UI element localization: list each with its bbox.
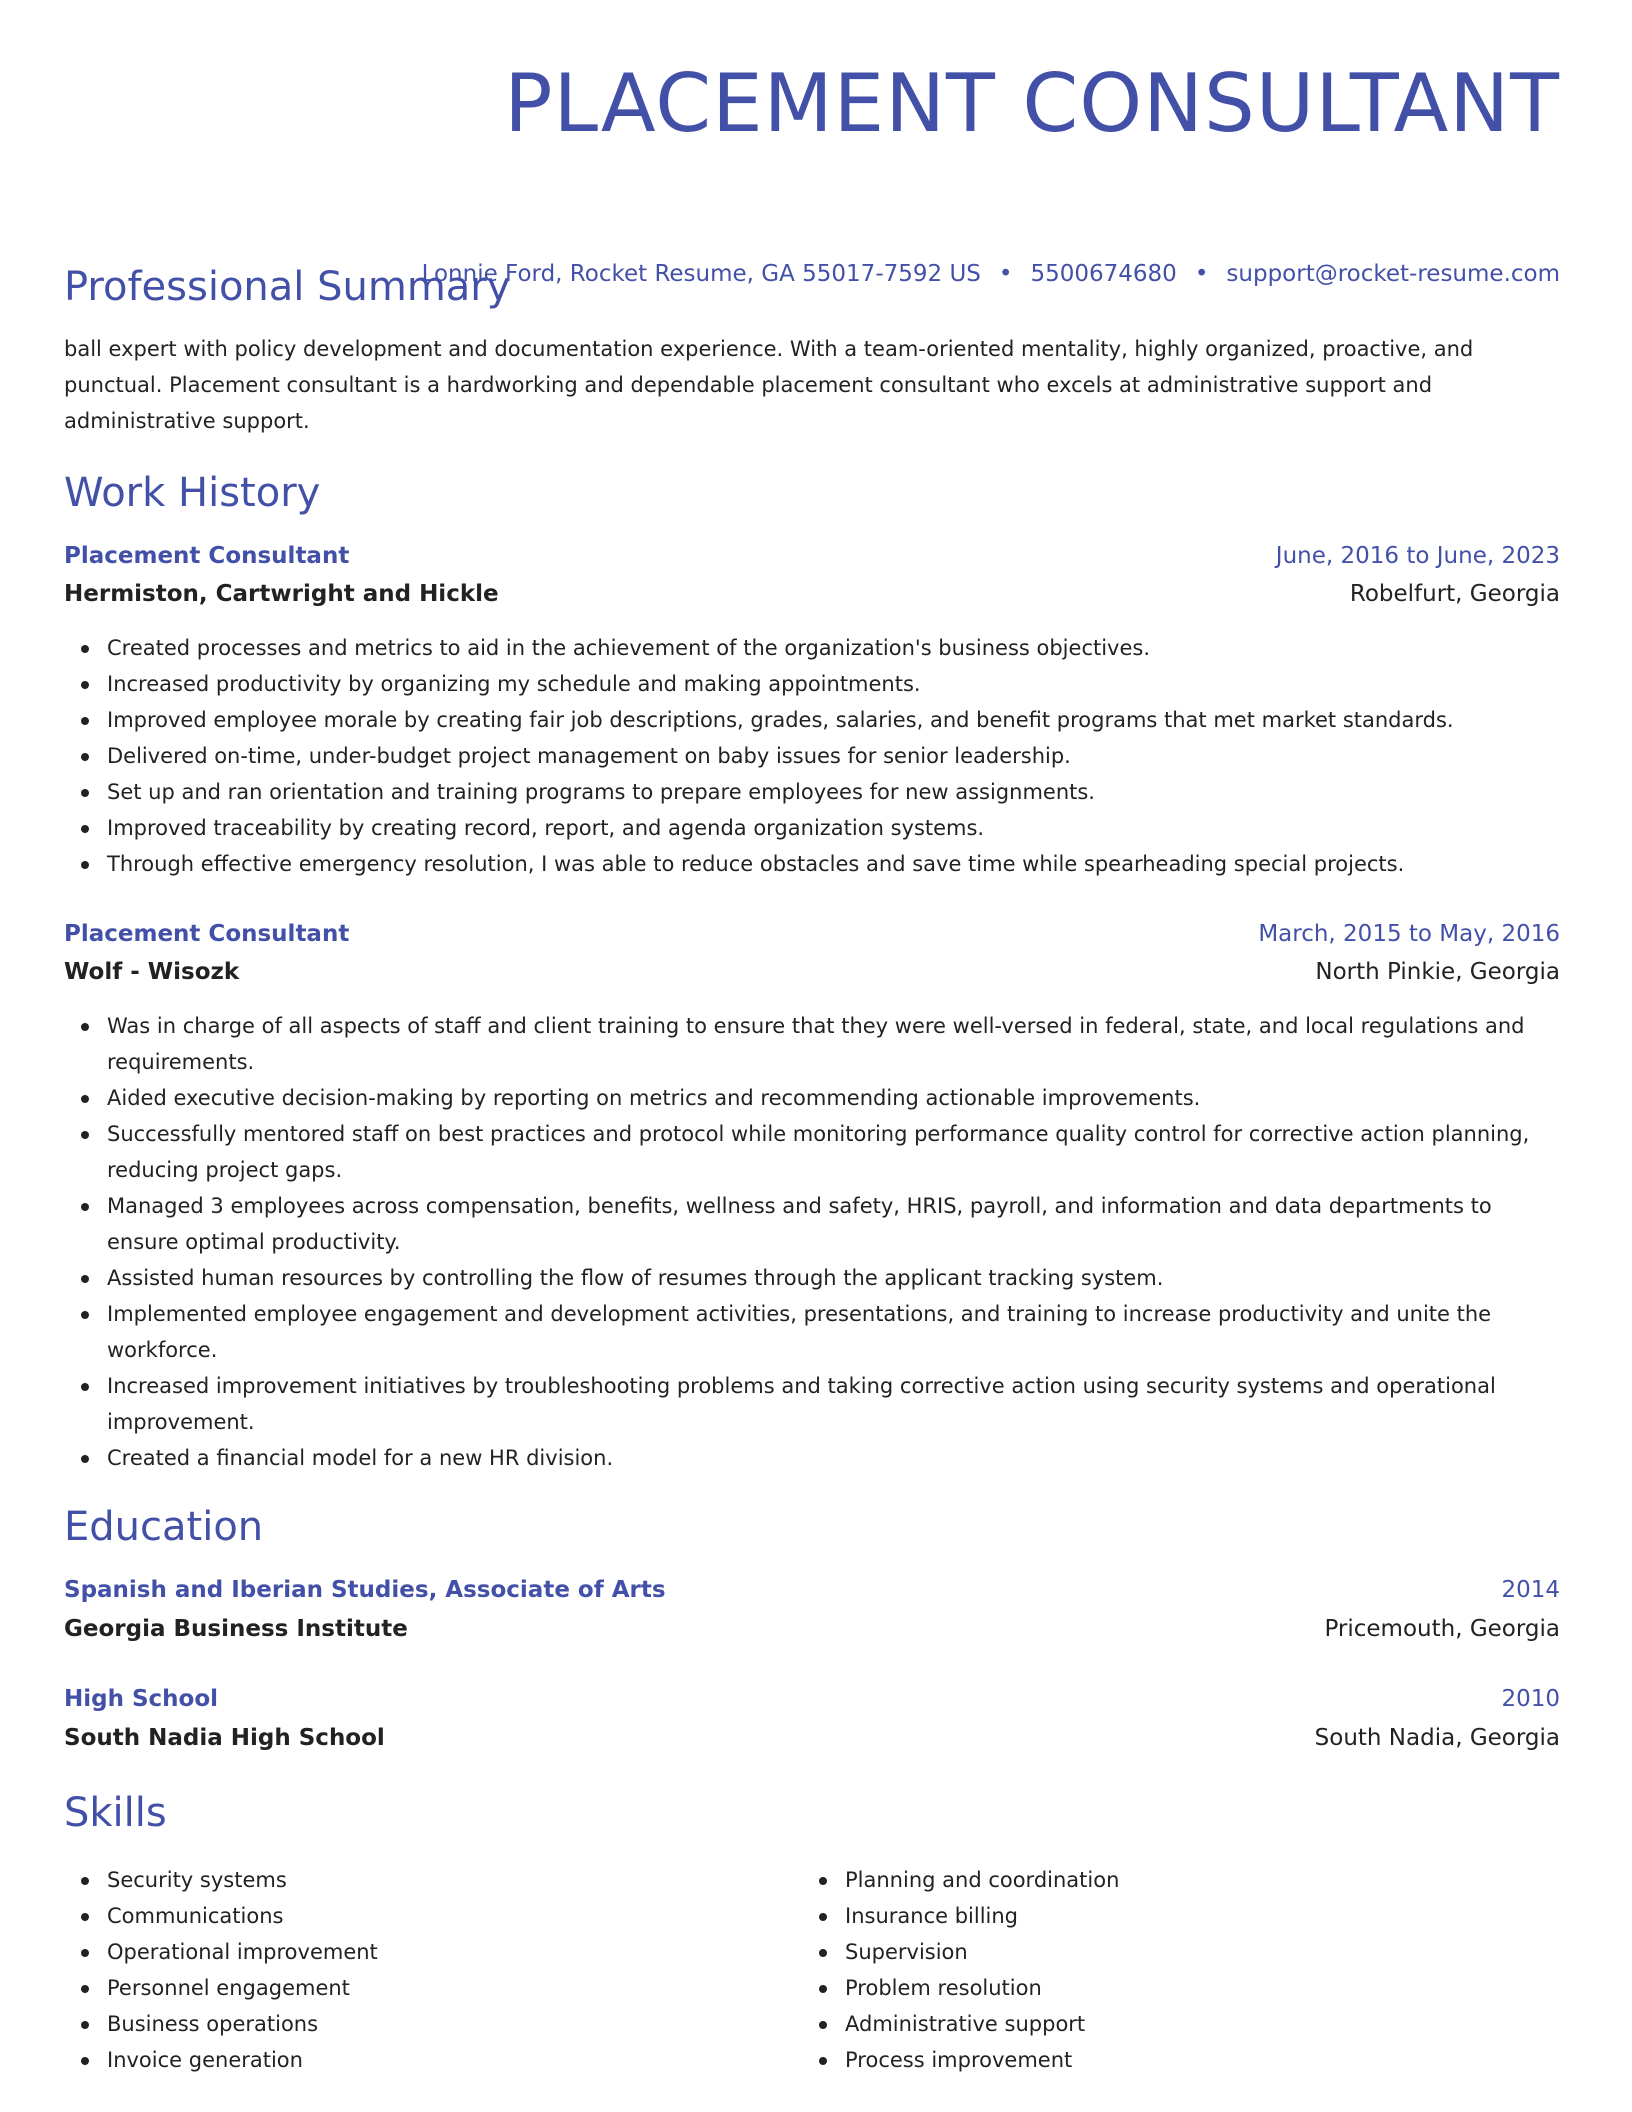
list-item: Set up and ran orientation and training programs to prepare employees for new assignments. — [107, 774, 1560, 810]
education-degree: High School — [64, 1686, 219, 1712]
list-item: Through effective emergency resolution, I was able to reduce obstacles and save time while spearheading special projects. — [107, 846, 1560, 882]
skills-list-left — [64, 1862, 797, 2078]
list-item: Planning and coordination — [845, 1862, 1545, 1898]
list-item: Successfully mentored staff on best practices and protocol while monitoring performance quality control for corrective action planning, reducing project gaps. — [107, 1116, 1560, 1188]
job-bullet-list — [64, 630, 1560, 882]
list-item: Delivered on-time, under-budget project management on baby issues for senior leadership. — [107, 738, 1560, 774]
contact-separator: • — [1194, 261, 1209, 287]
contact-phone: 5500674680 — [1030, 261, 1177, 287]
list-item: Security systems — [107, 1862, 797, 1898]
education-header-row — [64, 1683, 1560, 1715]
contact-address: Lonnie Ford, Rocket Resume, GA 55017-7592 US — [421, 261, 981, 287]
list-item: Improved employee morale by creating fair job descriptions, grades, salaries, and benefit programs that met market standards. — [107, 702, 1560, 738]
education-degree: Spanish and Iberian Studies, Associate of Arts — [64, 1577, 666, 1603]
summary-heading: Professional Summary — [64, 264, 511, 310]
list-item: Invoice generation — [107, 2042, 797, 2078]
education-heading: Education — [64, 1504, 264, 1550]
list-item: Increased improvement initiatives by troubleshooting problems and taking corrective action using security systems and operational improvement. — [107, 1368, 1560, 1440]
resume-header — [64, 54, 1560, 154]
list-item: Aided executive decision-making by reporting on metrics and recommending actionable improvements. — [107, 1080, 1560, 1116]
education-school-row — [64, 1613, 1560, 1645]
education-header-row — [64, 1574, 1560, 1606]
list-item: Problem resolution — [845, 1970, 1545, 2006]
job-location: Robelfurt, Georgia — [1349, 581, 1560, 607]
contact-email: support@rocket-resume.com — [1226, 261, 1560, 287]
list-item: Process improvement — [845, 2042, 1545, 2078]
job-company: Hermiston, Cartwright and Hickle — [64, 581, 499, 607]
job-location: North Pinkie, Georgia — [1315, 959, 1560, 985]
education-year: 2010 — [1501, 1686, 1560, 1712]
summary-text: ball expert with policy development and documentation experience. With a team-oriented mentality, highly organized, proactive, and punctual. Placement consultant is a hardworking and dependable placement consultant who excels at administrative support and administrative support. — [64, 337, 1474, 433]
list-item: Managed 3 employees across compensation, benefits, wellness and safety, HRIS, payroll, and information and data departments to ensure optimal productivity. — [107, 1188, 1560, 1260]
work-history-heading: Work History — [64, 470, 321, 516]
list-item: Personnel engagement — [107, 1970, 797, 2006]
list-item: Created processes and metrics to aid in the achievement of the organization's business objectives. — [107, 630, 1560, 666]
skills-heading: Skills — [64, 1790, 167, 1836]
job-company: Wolf - Wisozk — [64, 959, 240, 985]
list-item: Increased productivity by organizing my schedule and making appointments. — [107, 666, 1560, 702]
contact-separator: • — [998, 261, 1013, 287]
education-school: South Nadia High School — [64, 1725, 385, 1751]
list-item: Insurance billing — [845, 1898, 1545, 1934]
resume-page — [64, 0, 1560, 2072]
education-location: South Nadia, Georgia — [1314, 1725, 1560, 1751]
job-company-row — [64, 956, 1560, 988]
education-year: 2014 — [1501, 1577, 1560, 1603]
job-bullet-list — [64, 1008, 1560, 1476]
education-location: Pricemouth, Georgia — [1324, 1616, 1560, 1642]
list-item: Improved traceability by creating record, report, and agenda organization systems. — [107, 810, 1560, 846]
list-item: Assisted human resources by controlling the flow of resumes through the applicant tracking system. — [107, 1260, 1560, 1296]
list-item: Was in charge of all aspects of staff and client training to ensure that they were well-versed in federal, state, and local regulations and requirements. — [107, 1008, 1560, 1080]
job-header-row — [64, 918, 1560, 950]
page-title: PLACEMENT CONSULTANT — [504, 57, 1560, 150]
job-header-row — [64, 540, 1560, 572]
list-item: Communications — [107, 1898, 797, 1934]
skills-list-right — [802, 1862, 1545, 2078]
list-item: Created a financial model for a new HR division. — [107, 1440, 1560, 1476]
education-school: Georgia Business Institute — [64, 1616, 408, 1642]
list-item: Supervision — [845, 1934, 1545, 1970]
job-dates: June, 2016 to June, 2023 — [1275, 543, 1560, 569]
list-item: Operational improvement — [107, 1934, 797, 1970]
list-item: Business operations — [107, 2006, 797, 2042]
job-dates: March, 2015 to May, 2016 — [1258, 921, 1560, 947]
job-title: Placement Consultant — [64, 921, 350, 947]
education-school-row — [64, 1722, 1560, 1754]
list-item: Implemented employee engagement and development activities, presentations, and training to increase productivity and unite the workforce. — [107, 1296, 1560, 1368]
contact-line — [422, 258, 1560, 290]
job-company-row — [64, 578, 1560, 610]
job-title: Placement Consultant — [64, 543, 350, 569]
list-item: Administrative support — [845, 2006, 1545, 2042]
